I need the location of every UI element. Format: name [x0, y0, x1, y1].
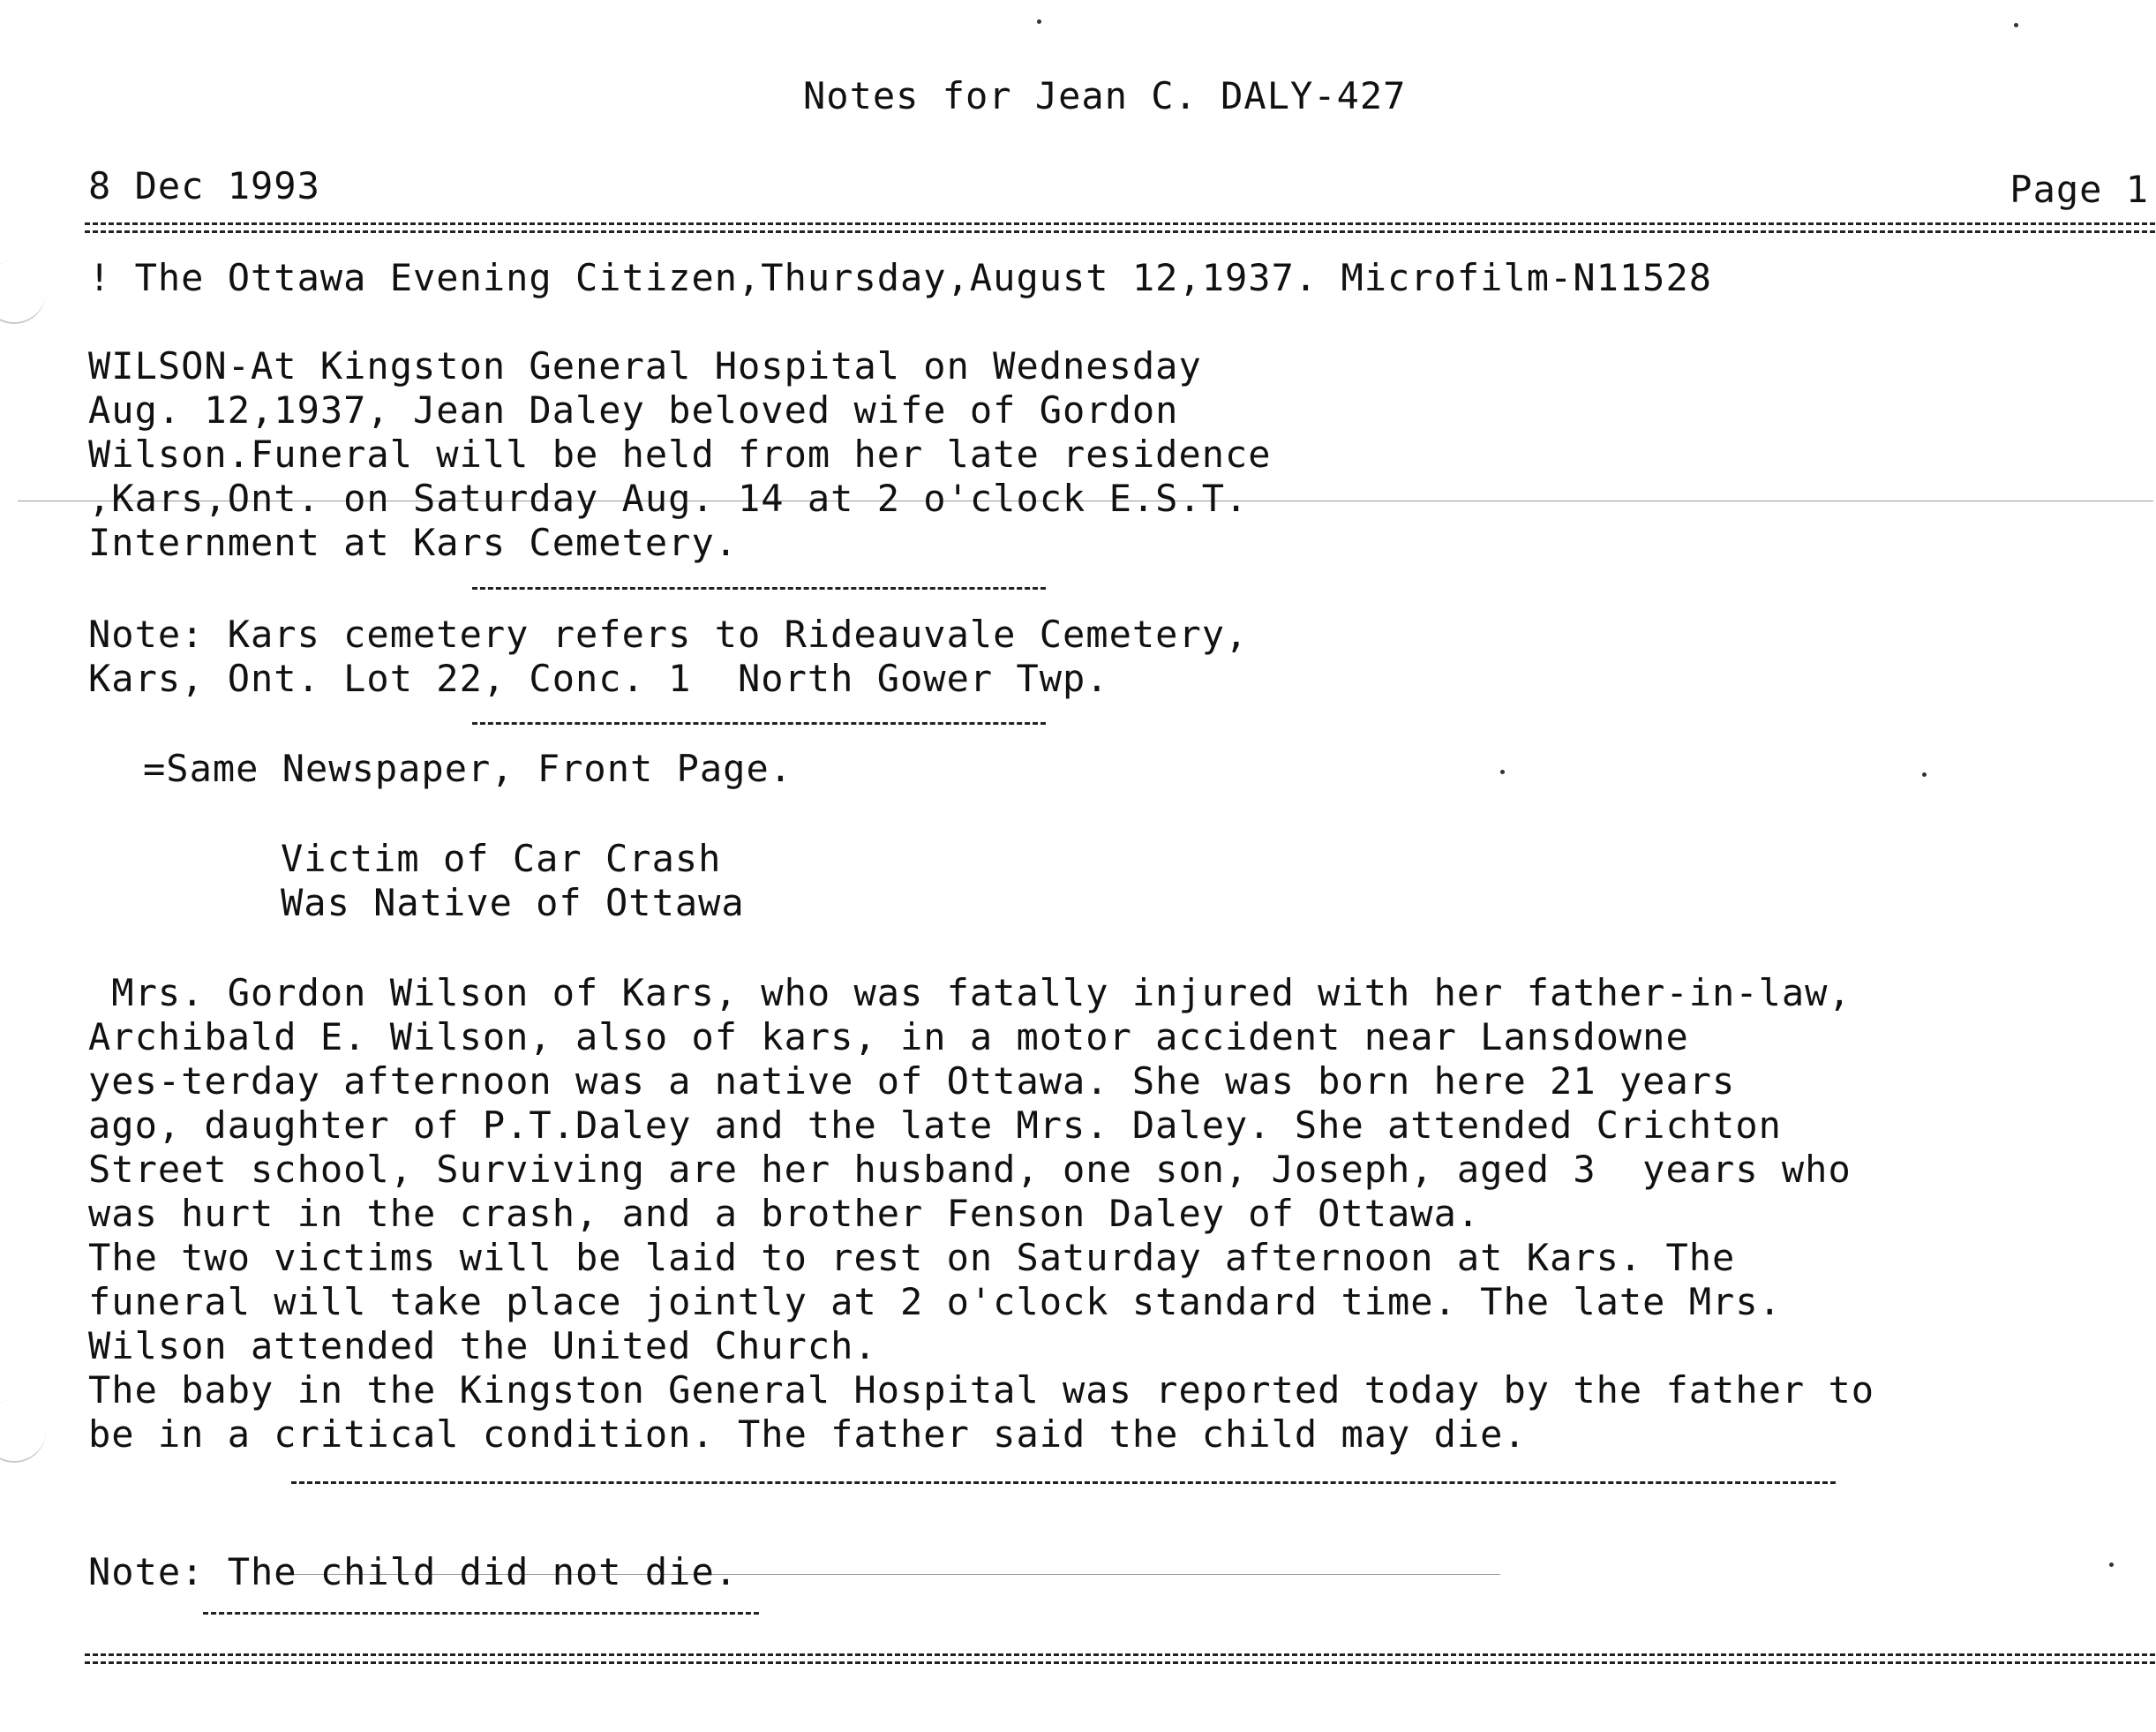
speck	[2109, 1563, 2114, 1567]
article-line: funeral will take place jointly at 2 o'clock standard time. The late Mrs.	[88, 1280, 1782, 1323]
article-line: The two victims will be laid to rest on Saturday afternoon at Kars. The	[88, 1236, 1736, 1279]
final-note: Note: The child did not die.	[88, 1550, 739, 1593]
speck	[1500, 770, 1505, 774]
cemetery-note-line: Note: Kars cemetery refers to Rideauvale Cemetery,	[88, 613, 1249, 656]
obituary-line: Aug. 12,1937, Jean Daley beloved wife of Gordon	[88, 388, 1179, 432]
article-line: be in a critical condition. The father said the child may die.	[88, 1412, 1527, 1456]
page-title: Notes for Jean C. DALY-427	[803, 74, 1407, 117]
cemetery-note-line: Kars, Ont. Lot 22, Conc. 1 North Gower Twp.	[88, 657, 1109, 700]
headline-line: Victim of Car Crash	[281, 837, 722, 880]
article-line: Mrs. Gordon Wilson of Kars, who was fatally injured with her father-in-law,	[88, 971, 1852, 1014]
punch-hole-top	[0, 260, 46, 324]
obituary-line: WILSON-At Kingston General Hospital on Wednesday	[88, 344, 1202, 388]
punch-hole-bottom	[0, 1399, 46, 1463]
double-rule-top	[85, 222, 2155, 233]
article-line: ago, daughter of P.T.Daley and the late Mrs. Daley. She attended Crichton	[88, 1103, 1782, 1147]
obituary-line: Internment at Kars Cemetery.	[88, 521, 739, 564]
article-line: The baby in the Kingston General Hospital was reported today by the father to	[88, 1368, 1875, 1412]
dash-rule	[472, 722, 1046, 725]
article-line: Street school, Surviving are her husband, one son, Joseph, aged 3 years who	[88, 1148, 1852, 1191]
obituary-line: ,Kars,Ont. on Saturday Aug. 14 at 2 o'clock E.S.T.	[88, 477, 1249, 520]
article-line: Archibald E. Wilson, also of kars, in a motor accident near Lansdowne	[88, 1015, 1689, 1058]
dash-rule	[291, 1481, 1836, 1484]
double-rule-bottom	[85, 1653, 2155, 1664]
speck	[1922, 772, 1927, 777]
source-line: ! The Ottawa Evening Citizen,Thursday,August 12,1937. Microfilm-N11528	[88, 256, 1713, 299]
article-line: Wilson attended the United Church.	[88, 1324, 877, 1367]
print-date: 8 Dec 1993	[88, 164, 320, 207]
speck	[2014, 23, 2018, 27]
article-line: was hurt in the crash, and a brother Fenson Daley of Ottawa.	[88, 1192, 1481, 1235]
headline-line: Was Native of Ottawa	[281, 881, 745, 924]
obituary-line: Wilson.Funeral will be held from her late residence	[88, 433, 1272, 476]
article-line: yes-terday afternoon was a native of Ottawa. She was born here 21 years	[88, 1059, 1736, 1103]
dash-rule	[472, 587, 1046, 590]
dash-rule	[203, 1612, 759, 1615]
same-newspaper-line: =Same Newspaper, Front Page.	[143, 747, 793, 790]
speck	[1037, 19, 1041, 24]
page-number: Page 1	[2010, 168, 2149, 211]
